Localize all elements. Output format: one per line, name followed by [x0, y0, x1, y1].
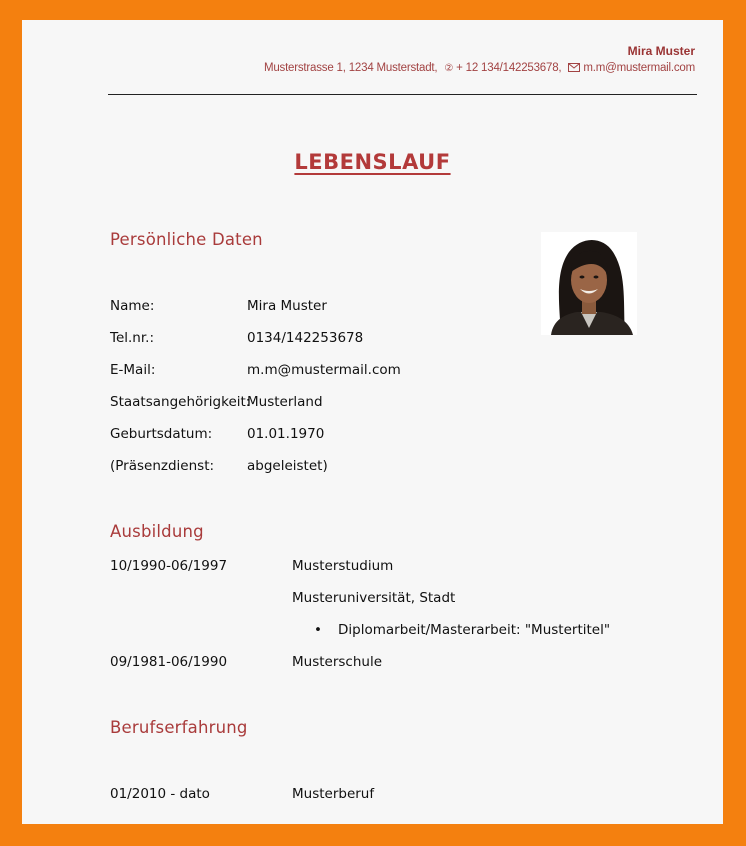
profile-photo	[541, 232, 637, 335]
document-title: LEBENSLAUF	[294, 150, 451, 174]
section-heading-personal: Persönliche Daten	[110, 230, 263, 249]
phone-icon: ②	[444, 63, 454, 74]
mail-icon	[568, 63, 580, 74]
header-phone: + 12 134/142253678,	[456, 62, 562, 74]
header-address: Musterstrasse 1, 1234 Musterstadt,	[263, 62, 438, 74]
section-heading-experience: Berufserfahrung	[110, 718, 248, 737]
header-contact	[264, 62, 695, 74]
header-name: Mira Muster	[627, 44, 695, 58]
cv-page: Mira Muster Musterstrasse 1, 1234 Musterstadt, ② + 12 134/142253678, m.m@mustermail.com LEBENSLAUF Persönliche Daten Name: Mira Muster Tel.nr.: 0134/142253678 E-Mail: m.m@mustermail.com Staatsangehörigkeit: Musterland Geburtsdatum: 01.01.1970 (Präsenzdienst: abgeleistet) Ausbildung 10/1990-06/1997 Musterstudium Musteruniversität, Stadt • Diplomarbeit/Masterarbeit: "Mustertitel" 09/1981-06/1990 Musterschule Berufserfahrung 01/2010 - dato Musterberuf	[22, 20, 723, 824]
section-heading-education: Ausbildung	[110, 522, 204, 541]
bullet-icon: •	[314, 622, 322, 638]
header-email: m.m@mustermail.com	[583, 62, 695, 74]
header-divider	[108, 94, 697, 95]
